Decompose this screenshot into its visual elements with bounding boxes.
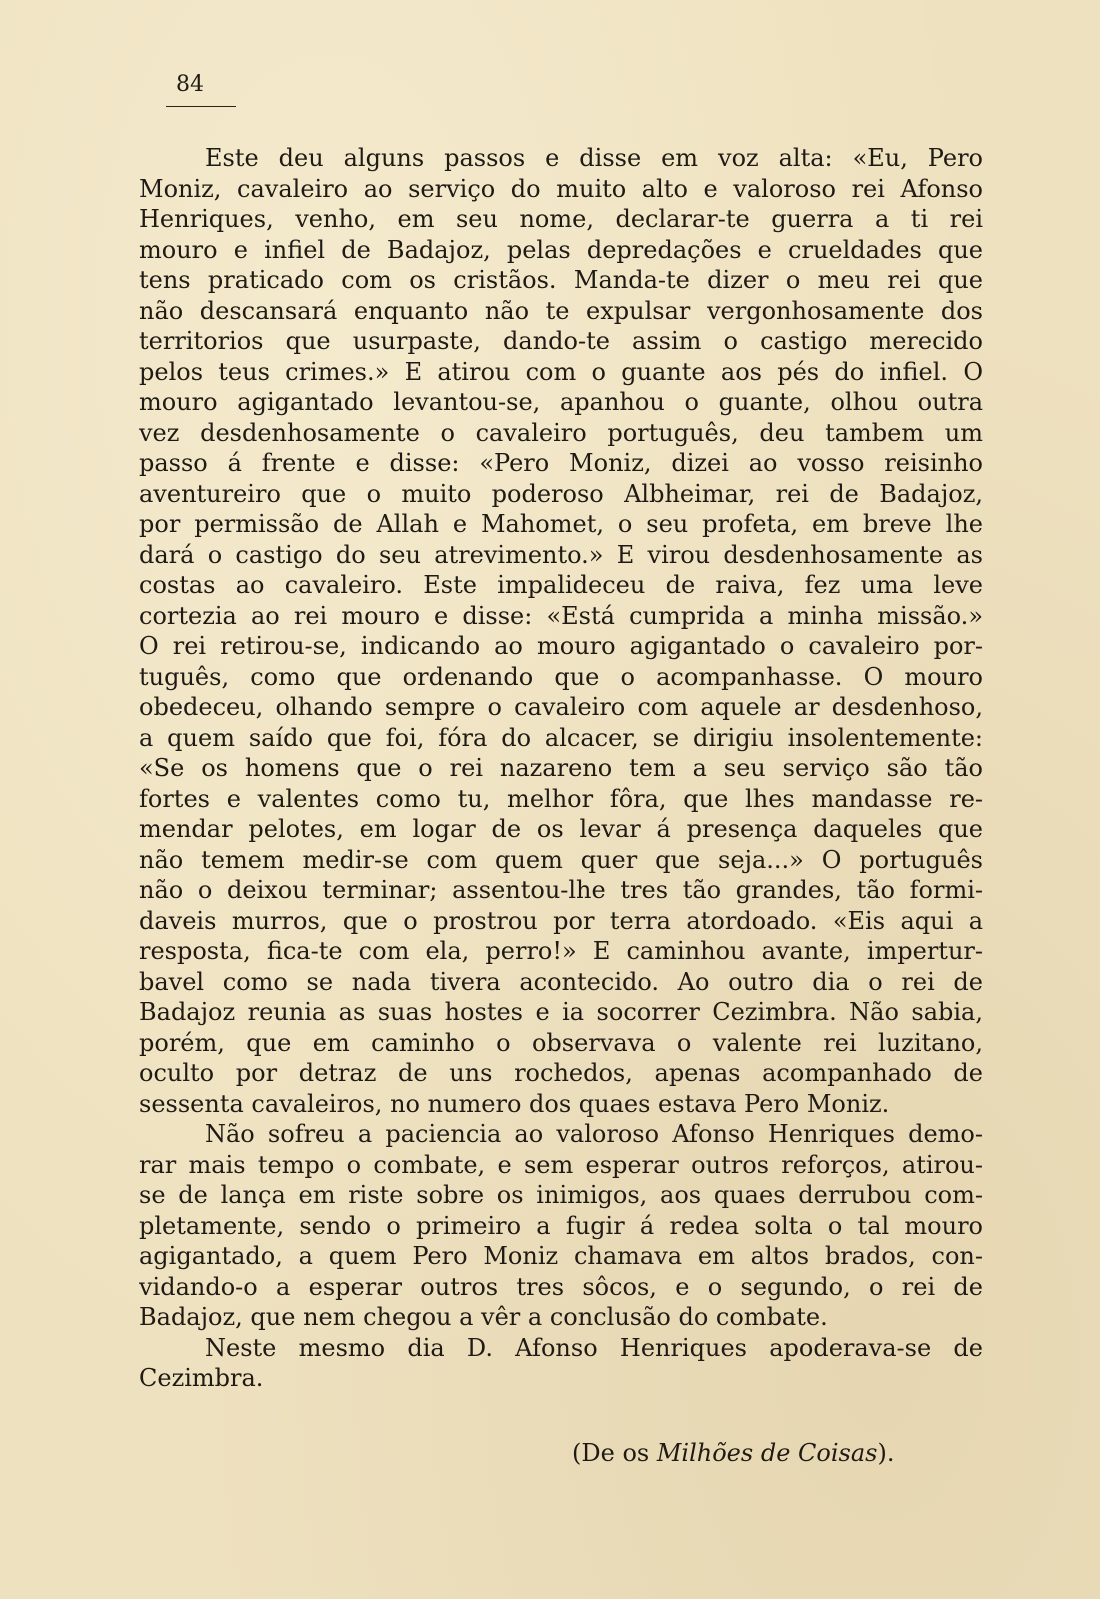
text-line: vidando-o a esperar outros tres sôcos, e o segundo, o rei de — [139, 1272, 983, 1301]
text-line: Badajoz, que nem chegou a vêr a conclusão do combate. — [139, 1303, 828, 1331]
text-line: porém, que em caminho o observava o valente rei luzitano, — [139, 1028, 983, 1057]
body-text — [139, 143, 983, 1394]
text-line: resposta, fica-te com ela, perro!» E caminhou avante, impertur- — [139, 937, 983, 965]
text-line: mendar pelotes, em logar de os levar á presença daqueles que — [139, 815, 983, 843]
text-line: vez desdenhosamente o cavaleiro português, deu tambem um — [139, 418, 983, 447]
text-line: Este deu alguns passos e disse em voz alta: «Eu, Pero — [205, 144, 983, 172]
text-line: não descansará enquanto não te expulsar vergonhosamente dos — [139, 296, 983, 325]
text-line: pelos teus crimes.» E atirou com o guante aos pés do infiel. O — [139, 357, 983, 386]
text-line: não o deixou terminar; assentou-lhe tres tão grandes, tão formi- — [139, 876, 983, 904]
header-rule — [166, 106, 236, 107]
text-line: mouro e infiel de Badajoz, pelas depredações e crueldades que — [139, 235, 983, 264]
text-line: sessenta cavaleiros, no numero dos quaes estava Pero Moniz. — [139, 1089, 890, 1118]
text-line: rar mais tempo o combate, e sem esperar outros reforços, atirou- — [139, 1150, 983, 1179]
source-attribution — [572, 1438, 894, 1468]
text-line: pletamente, sendo o primeiro a fugir á redea solta o tal mouro — [139, 1211, 983, 1240]
text-line: Henriques, venho, em seu nome, declarar-te guerra a ti rei — [139, 205, 983, 233]
text-line: costas ao cavaleiro. Este impalideceu de raiva, fez uma leve — [139, 571, 983, 599]
attribution-suffix: ). — [877, 1439, 895, 1467]
text-line: daveis murros, que o prostrou por terra atordoado. «Eis aqui a — [139, 906, 983, 935]
text-line: bavel como se nada tivera acontecido. Ao outro dia o rei de — [139, 967, 983, 996]
text-line: passo á frente e disse: «Pero Moniz, dizei ao vosso reisinho — [139, 449, 983, 477]
text-line: dará o castigo do seu atrevimento.» E virou desdenhosamente as — [139, 540, 983, 569]
text-line: fortes e valentes como tu, melhor fôra, que lhes mandasse re- — [139, 784, 983, 813]
text-line: a quem saído que foi, fóra do alcacer, se dirigiu insolentemente: — [139, 723, 983, 752]
attribution-title: Milhões de Coisas — [656, 1439, 878, 1467]
text-line: aventureiro que o muito poderoso Albheimar, rei de Badajoz, — [139, 479, 983, 508]
text-line: por permissão de Allah e Mahomet, o seu profeta, em breve lhe — [139, 510, 983, 538]
text-line: cortezia ao rei mouro e disse: «Está cumprida a minha missão.» — [139, 601, 983, 630]
text-line: agigantado, a quem Pero Moniz chamava em altos brados, con- — [139, 1242, 983, 1270]
text-line: O rei retirou-se, indicando ao mouro agigantado o cavaleiro por- — [139, 632, 983, 660]
text-line: Não sofreu a paciencia ao valoroso Afonso Henriques demo- — [205, 1120, 983, 1148]
page-number: 84 — [176, 72, 204, 97]
text-line: tuguês, como que ordenando que o acompanhasse. O mouro — [139, 662, 983, 691]
text-line: Moniz, cavaleiro ao serviço do muito alto e valoroso rei Afonso — [139, 174, 983, 203]
text-line: «Se os homens que o rei nazareno tem a seu serviço são tão — [139, 754, 983, 782]
text-line: Badajoz reunia as suas hostes e ia socorrer Cezimbra. Não sabia, — [139, 998, 983, 1026]
text-line: Cezimbra. — [139, 1364, 264, 1392]
text-line: oculto por detraz de uns rochedos, apenas acompanhado de — [139, 1059, 983, 1087]
attribution-prefix: (De os — [572, 1439, 657, 1467]
text-line: tens praticado com os cristãos. Manda-te dizer o meu rei que — [139, 266, 983, 294]
text-line: não temem medir-se com quem quer que seja...» O português — [139, 845, 983, 874]
text-line: territorios que usurpaste, dando-te assim o castigo merecido — [139, 327, 983, 355]
text-line: obedeceu, olhando sempre o cavaleiro com aquele ar desdenhoso, — [139, 693, 983, 721]
text-line: se de lança em riste sobre os inimigos, aos quaes derrubou com- — [139, 1181, 983, 1209]
text-line: Neste mesmo dia D. Afonso Henriques apoderava-se de — [205, 1333, 983, 1362]
text-line: mouro agigantado levantou-se, apanhou o guante, olhou outra — [139, 388, 983, 416]
